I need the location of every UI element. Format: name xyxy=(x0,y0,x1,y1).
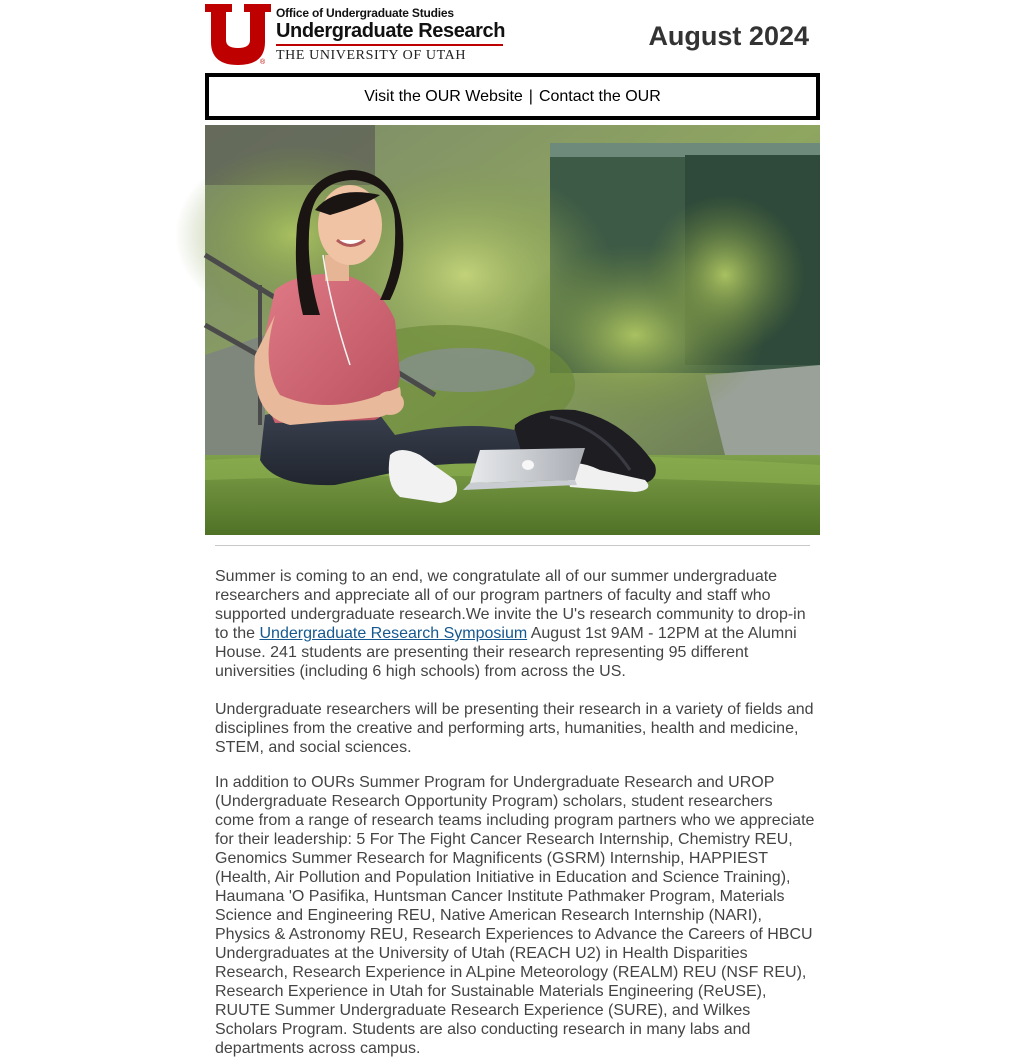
registered-mark: ® xyxy=(260,59,266,66)
contact-our-link[interactable]: Contact the OUR xyxy=(538,87,661,105)
block-u-logo-icon xyxy=(205,4,271,65)
newsletter-header xyxy=(205,0,820,70)
symposium-link[interactable]: Undergraduate Research Symposium xyxy=(259,625,528,642)
logo-rule xyxy=(276,44,503,46)
logo-unit-label: Undergraduate Research xyxy=(276,20,506,42)
partners-paragraph: In addition to OURs Summer Program for Undergraduate Research and UROP (Undergraduate Research Opportunity Program) scholars, student researchers come from a range of research teams including program partners who we appreciate for their leadership: 5 For The Fight Cancer Research Internship, Chemistry REU, Genomics Summer Research for Magnificents (GSRM) Internship, HAPPIEST (Health, Air Pollution and Population Initiative in Education and Science Training), Haumana 'O Pasifika, Huntsman Cancer Institute Pathmaker Program, Materials Science and Engineering REU, Native American Research Internship (NARI), Physics & Astronomy REU, Research Experiences to Advance the Careers of HBCU Undergraduates at the University of Utah (REACH U2) in Health Disparities Research, Research Experience in ALpine Meteorology (REALM) REU (NSF REU), Research Experience in Utah for Sustainable Materials Engineering (ReUSE), RUUTE Summer Undergraduate Research Experience (SURE), and Wilkes Scholars Program. Students are also conducting research in many labs and departments across campus. xyxy=(215,774,815,1057)
intro-paragraph xyxy=(215,567,815,681)
our-logo[interactable] xyxy=(205,4,505,66)
intro-text-after-link: August 1st 9AM - 12PM at the Alumni House. 241 students are presenting their research representing 95 different universities (including 6 high schools) from across the US. xyxy=(215,625,797,680)
hero-photo xyxy=(205,125,820,535)
link-separator: | xyxy=(528,87,533,105)
fields-paragraph: Undergraduate researchers will be presenting their research in a variety of fields and disciplines from the creative and performing arts, humanities, health and medicine, STEM, and social sciences. xyxy=(215,701,814,756)
logo-text xyxy=(276,4,506,66)
visit-our-website-link[interactable]: Visit the OUR Website xyxy=(364,87,523,105)
newsletter-date: August 2024 xyxy=(648,21,809,51)
logo-office-label: Office of Undergraduate Studies xyxy=(276,6,454,20)
newsletter-email xyxy=(205,0,820,1057)
logo-university-label: THE UNIVERSITY OF UTAH xyxy=(276,48,467,63)
section-divider xyxy=(215,545,810,546)
link-bar xyxy=(205,73,820,120)
intro-text-before-link: Summer is coming to an end, we congratulate all of our summer undergraduate researchers and appreciate all of our program partners of faculty and staff who supported undergraduate research.We invite the U's research community to drop-in to the xyxy=(215,568,806,642)
newsletter-body xyxy=(215,567,815,1058)
